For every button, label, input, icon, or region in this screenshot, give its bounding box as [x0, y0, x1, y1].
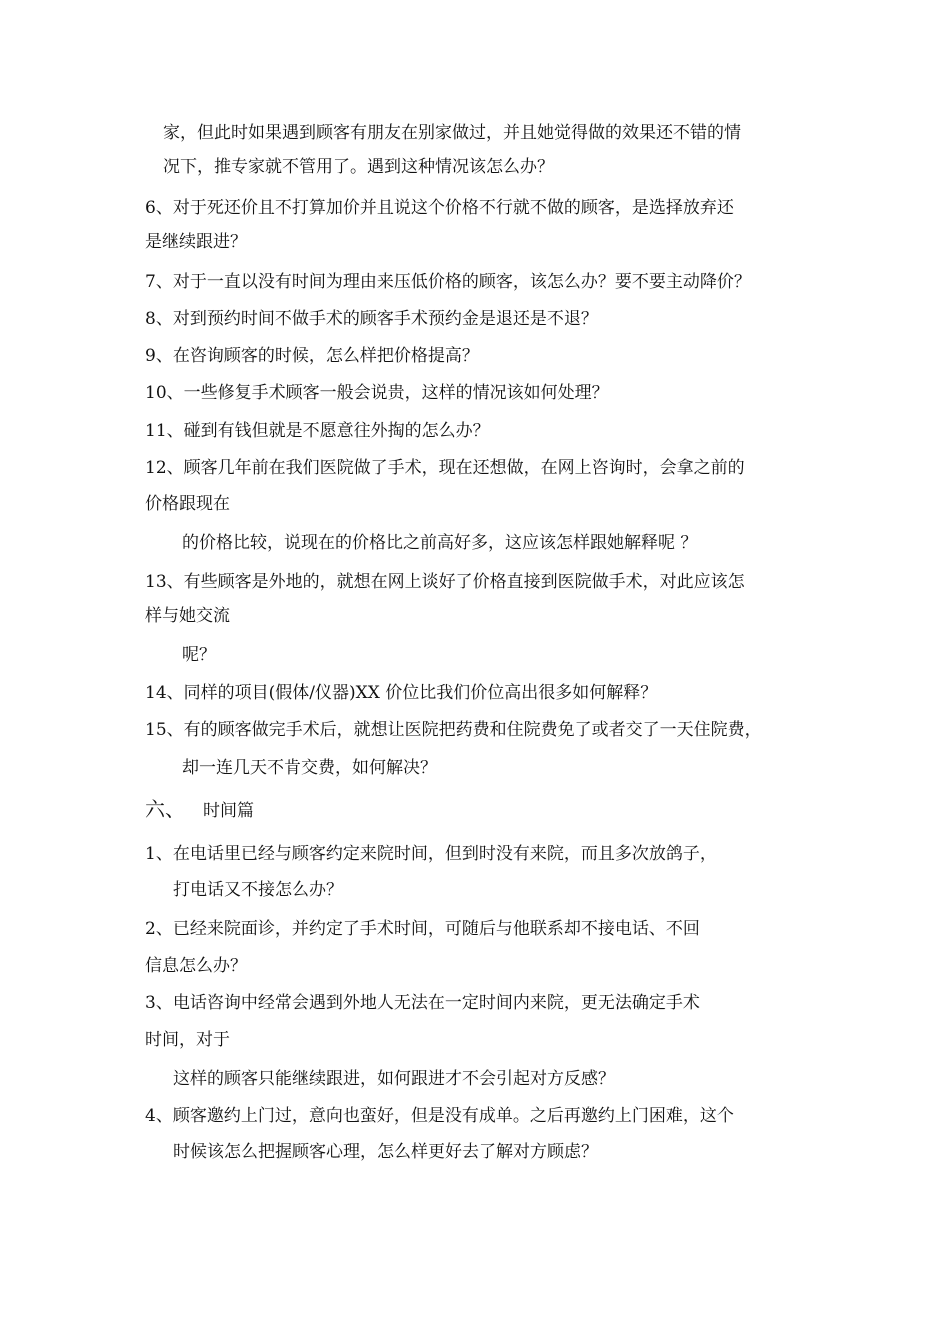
section-number: 六、 [145, 797, 185, 821]
text-line: 8、对到预约时间不做手术的顾客手术预约金是退还是不退？ [145, 309, 598, 329]
text-line: 1、在电话里已经与顾客约定来院时间，但到时没有来院，而且多次放鸽子， [145, 844, 717, 864]
text-line: 13、有些顾客是外地的，就想在网上谈好了价格直接到医院做手术，对此应该怎 [145, 572, 745, 592]
text-line: 的价格比较，说现在的价格比之前高好多，这应该怎样跟她解释呢 ？ [182, 533, 698, 553]
text-line: 11、碰到有钱但就是不愿意往外掏的怎么办？ [145, 421, 490, 441]
text-line: 12、顾客几年前在我们医院做了手术，现在还想做，在网上咨询时，会拿之前的 [145, 458, 745, 478]
text-line: 2、已经来院面诊，并约定了手术时间，可随后与他联系却不接电话、不回 [145, 919, 700, 939]
text-line: 家，但此时如果遇到顾客有朋友在别家做过，并且她觉得做的效果还不错的情 [163, 123, 741, 143]
text-line: 样与她交流 [145, 606, 230, 626]
text-line: 4、顾客邀约上门过，意向也蛮好，但是没有成单。之后再邀约上门困难，这个 [145, 1106, 734, 1126]
text-line: 价格跟现在 [145, 494, 230, 514]
text-line: 这样的顾客只能继续跟进，如何跟进才不会引起对方反感？ [173, 1069, 615, 1089]
text-line: 9、在咨询顾客的时候，怎么样把价格提高？ [145, 346, 479, 366]
text-line: 6、对于死还价且不打算加价并且说这个价格不行就不做的顾客，是选择放弃还 [145, 198, 734, 218]
text-line: 3、电话咨询中经常会遇到外地人无法在一定时间内来院，更无法确定手术 [145, 993, 700, 1013]
text-line: 7、对于一直以没有时间为理由来压低价格的顾客，该怎么办？要不要主动降价？ [145, 272, 751, 292]
text-line: 时间，对于 [145, 1030, 230, 1050]
text-line: 呢？ [182, 645, 216, 665]
text-line: 15、有的顾客做完手术后，就想让医院把药费和住院费免了或者交了一天住院费， [145, 720, 762, 740]
text-line: 信息怎么办？ [145, 956, 247, 976]
text-line: 14、同样的项目(假体/仪器)XX 价位比我们价位高出很多如何解释？ [145, 683, 658, 703]
text-line: 打电话又不接怎么办？ [173, 880, 343, 900]
text-line: 10、一些修复手术顾客一般会说贵，这样的情况该如何处理？ [145, 383, 609, 403]
text-line: 却一连几天不肯交费，如何解决？ [182, 758, 437, 778]
text-line: 是继续跟进？ [145, 232, 247, 252]
text-line: 时候该怎么把握顾客心理，怎么样更好去了解对方顾虑？ [173, 1142, 598, 1162]
text-line: 况下，推专家就不管用了。遇到这种情况该怎么办？ [163, 157, 554, 177]
section-title: 时间篇 [203, 801, 254, 821]
